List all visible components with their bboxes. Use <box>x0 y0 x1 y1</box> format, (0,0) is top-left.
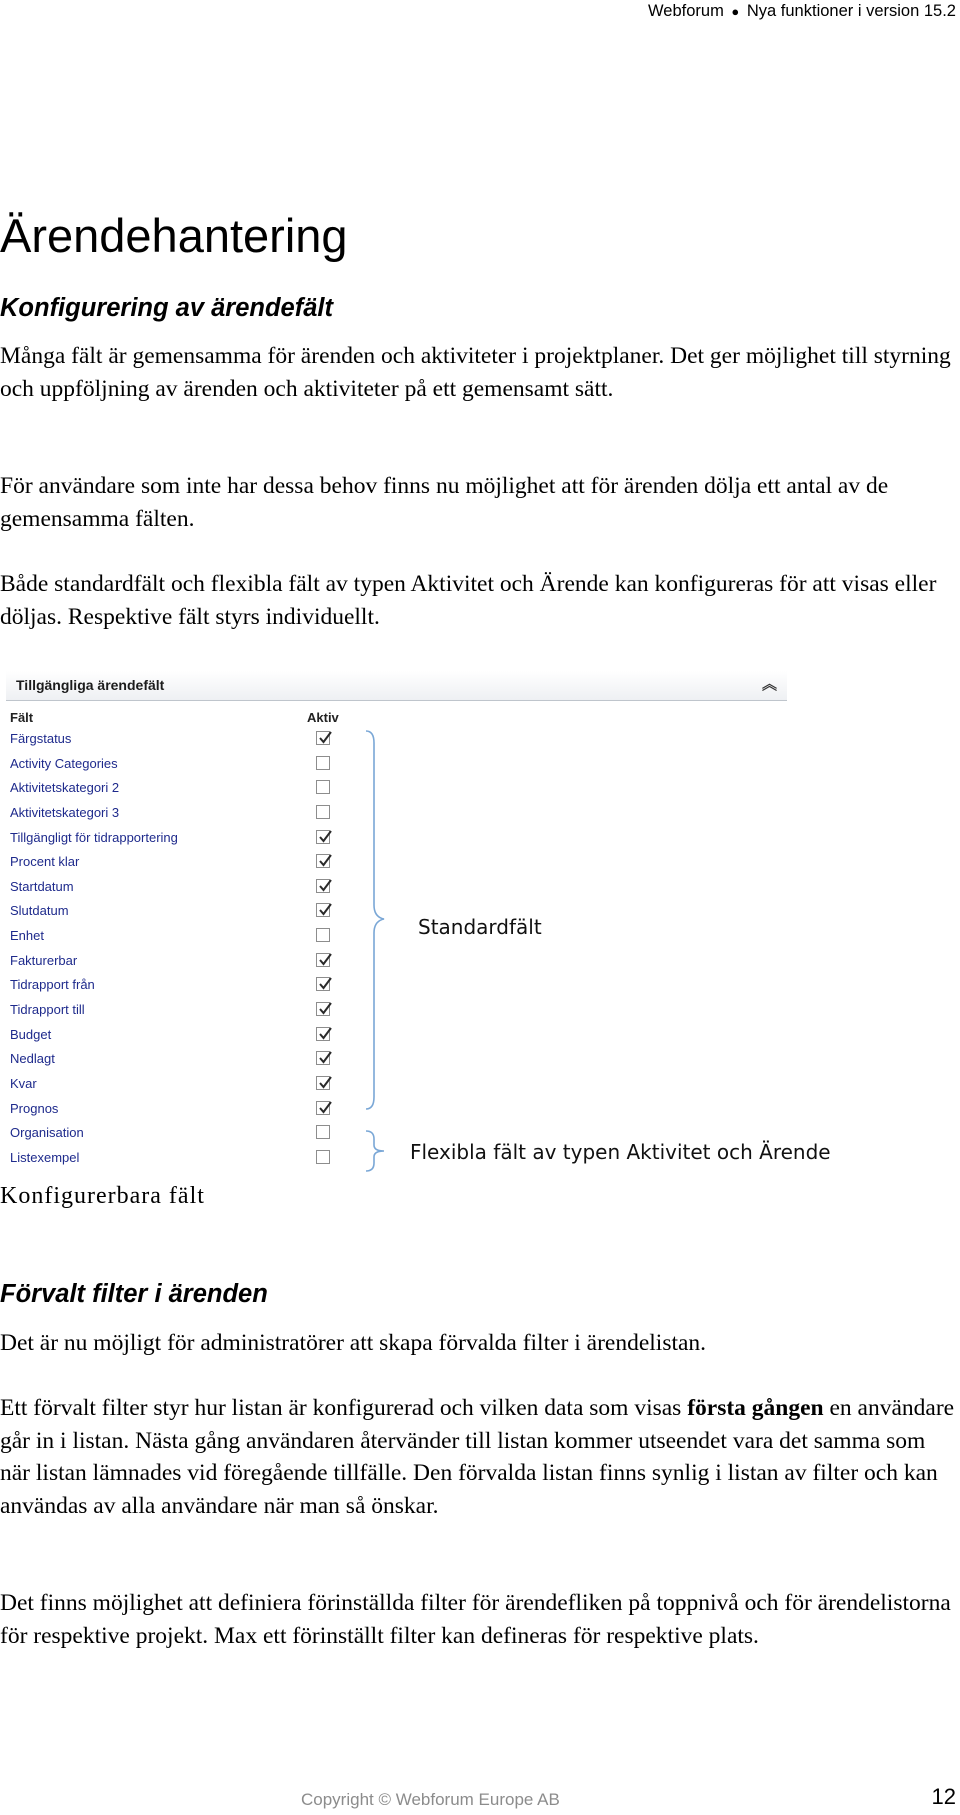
active-checkbox[interactable] <box>316 977 330 991</box>
field-row <box>6 802 366 827</box>
active-checkbox[interactable] <box>316 1125 330 1139</box>
active-checkbox[interactable] <box>316 830 330 844</box>
header-bullet: ● <box>731 4 740 19</box>
header-product: Webforum <box>648 2 724 20</box>
fields-config-panel <box>6 671 831 1171</box>
field-label: Tillgängligt för tidrapportering <box>10 829 178 845</box>
field-row <box>6 1098 366 1123</box>
active-checkbox[interactable] <box>316 854 330 868</box>
checkmark-icon <box>317 1026 333 1042</box>
checkmark-icon <box>317 1001 333 1017</box>
field-row <box>6 777 366 802</box>
active-checkbox[interactable] <box>316 731 330 745</box>
field-row <box>6 827 366 852</box>
panel-title: Tillgängliga ärendefält <box>16 677 165 693</box>
field-label: Fakturerbar <box>10 952 78 968</box>
paragraph-2: För användare som inte har dessa behov finns nu möjlighet att för ärenden dölja ett antal av de gemensamma fälten. <box>0 473 889 532</box>
paragraph-5-bold: första gången <box>687 1395 824 1421</box>
field-row <box>6 1147 366 1172</box>
section-heading-filter: Förvalt filter i ärenden <box>0 1280 268 1308</box>
field-row <box>6 1024 366 1049</box>
field-label: Kvar <box>10 1075 37 1091</box>
field-list <box>6 728 366 1172</box>
active-checkbox[interactable] <box>316 1051 330 1065</box>
field-row <box>6 1073 366 1098</box>
paragraph-5-part-1: Ett förvalt filter styr hur listan är konfigurerad och vilken data som visas <box>0 1395 688 1421</box>
field-row <box>6 999 366 1024</box>
paragraph-4: Det är nu möjligt för administratörer att skapa förvalda filter i ärendelistan. <box>0 1330 707 1356</box>
active-checkbox[interactable] <box>316 879 330 893</box>
header-subtitle: Nya funktioner i version 15.2 <box>746 2 956 20</box>
figure-caption: Konfigurerbara fält <box>0 1183 205 1209</box>
field-label: Procent klar <box>10 854 80 870</box>
active-checkbox[interactable] <box>316 903 330 917</box>
checkmark-icon <box>317 1050 333 1066</box>
annotation-standard-fields: Standardfält <box>418 915 542 939</box>
double-chevron-up-icon[interactable]: ︽ <box>762 675 778 693</box>
paragraph-3: Både standardfält och flexibla fält av typen Aktivitet och Ärende kan konfigureras för att visas eller döljas. Respektive fält styrs individuellt. <box>0 571 937 630</box>
checkmark-icon <box>317 878 333 894</box>
field-row <box>6 1122 366 1147</box>
field-row <box>6 876 366 901</box>
checkmark-icon <box>317 829 333 845</box>
field-label: Startdatum <box>10 878 74 894</box>
checkmark-icon <box>317 853 333 869</box>
column-header-field: Fält <box>10 710 34 725</box>
paragraph-1: Många fält är gemensamma för ärenden och aktiviteter i projektplaner. Det ger möjlighet till styrning och uppföljning av ärenden och aktiviteter på ett gemensamt sätt. <box>0 343 951 402</box>
page-header <box>648 2 956 21</box>
active-checkbox[interactable] <box>316 1076 330 1090</box>
field-label: Slutdatum <box>10 903 69 919</box>
page-title: Ärendehantering <box>0 209 348 262</box>
field-label: Enhet <box>10 928 44 944</box>
checkmark-icon <box>317 902 333 918</box>
field-row <box>6 753 366 778</box>
standard-fields-brace <box>364 729 388 1111</box>
active-checkbox[interactable] <box>316 928 330 942</box>
active-checkbox[interactable] <box>316 780 330 794</box>
checkmark-icon <box>317 1075 333 1091</box>
section-heading-config: Konfigurering av ärendefält <box>0 294 333 322</box>
active-checkbox[interactable] <box>316 953 330 967</box>
page-number: 12 <box>931 1784 956 1809</box>
field-row <box>6 925 366 950</box>
flexible-fields-brace <box>364 1129 388 1173</box>
active-checkbox[interactable] <box>316 1150 330 1164</box>
checkmark-icon <box>317 952 333 968</box>
field-label: Listexempel <box>10 1149 80 1165</box>
field-label: Activity Categories <box>10 755 118 771</box>
field-label: Organisation <box>10 1125 84 1141</box>
checkmark-icon <box>317 976 333 992</box>
active-checkbox[interactable] <box>316 1002 330 1016</box>
field-label: Aktivitetskategori 3 <box>10 804 120 820</box>
panel-header <box>6 671 787 701</box>
field-label: Nedlagt <box>10 1051 55 1067</box>
footer-copyright: Copyright © Webforum Europe AB <box>301 1790 560 1809</box>
active-checkbox[interactable] <box>316 805 330 819</box>
field-label: Aktivitetskategori 2 <box>10 780 120 796</box>
field-label: Färgstatus <box>10 731 72 746</box>
field-row <box>6 1048 366 1073</box>
paragraph-5-part-2: en användare går in i listan. Nästa gång användaren återvänder till listan kommer utseendet vara det samma som när listan lämnades vid föregående tillfälle. Den förvalda listan finns synlig i listan av filter och kan användas av alla användare när man så önskar. <box>0 1395 955 1519</box>
field-label: Budget <box>10 1026 52 1042</box>
active-checkbox[interactable] <box>316 756 330 770</box>
field-row <box>6 974 366 999</box>
paragraph-6: Det finns möjlighet att definiera förinställda filter för ärendefliken på toppnivå och för ärendelistorna för respektive projekt. Max ett förinställt filter kan defineras för respektive plats. <box>0 1590 951 1649</box>
field-row <box>6 851 366 876</box>
field-label: Tidrapport från <box>10 977 95 993</box>
field-row <box>6 728 366 753</box>
column-header-active: Aktiv <box>307 710 339 725</box>
field-label: Tidrapport till <box>10 1002 85 1018</box>
field-row <box>6 950 366 975</box>
paragraph-5 <box>0 1392 956 1522</box>
checkmark-icon <box>317 1100 333 1116</box>
field-label: Prognos <box>10 1100 59 1116</box>
active-checkbox[interactable] <box>316 1027 330 1041</box>
annotation-flexible-fields: Flexibla fält av typen Aktivitet och Ärende <box>410 1140 831 1164</box>
active-checkbox[interactable] <box>316 1101 330 1115</box>
field-row <box>6 900 366 925</box>
checkmark-icon <box>317 730 333 746</box>
